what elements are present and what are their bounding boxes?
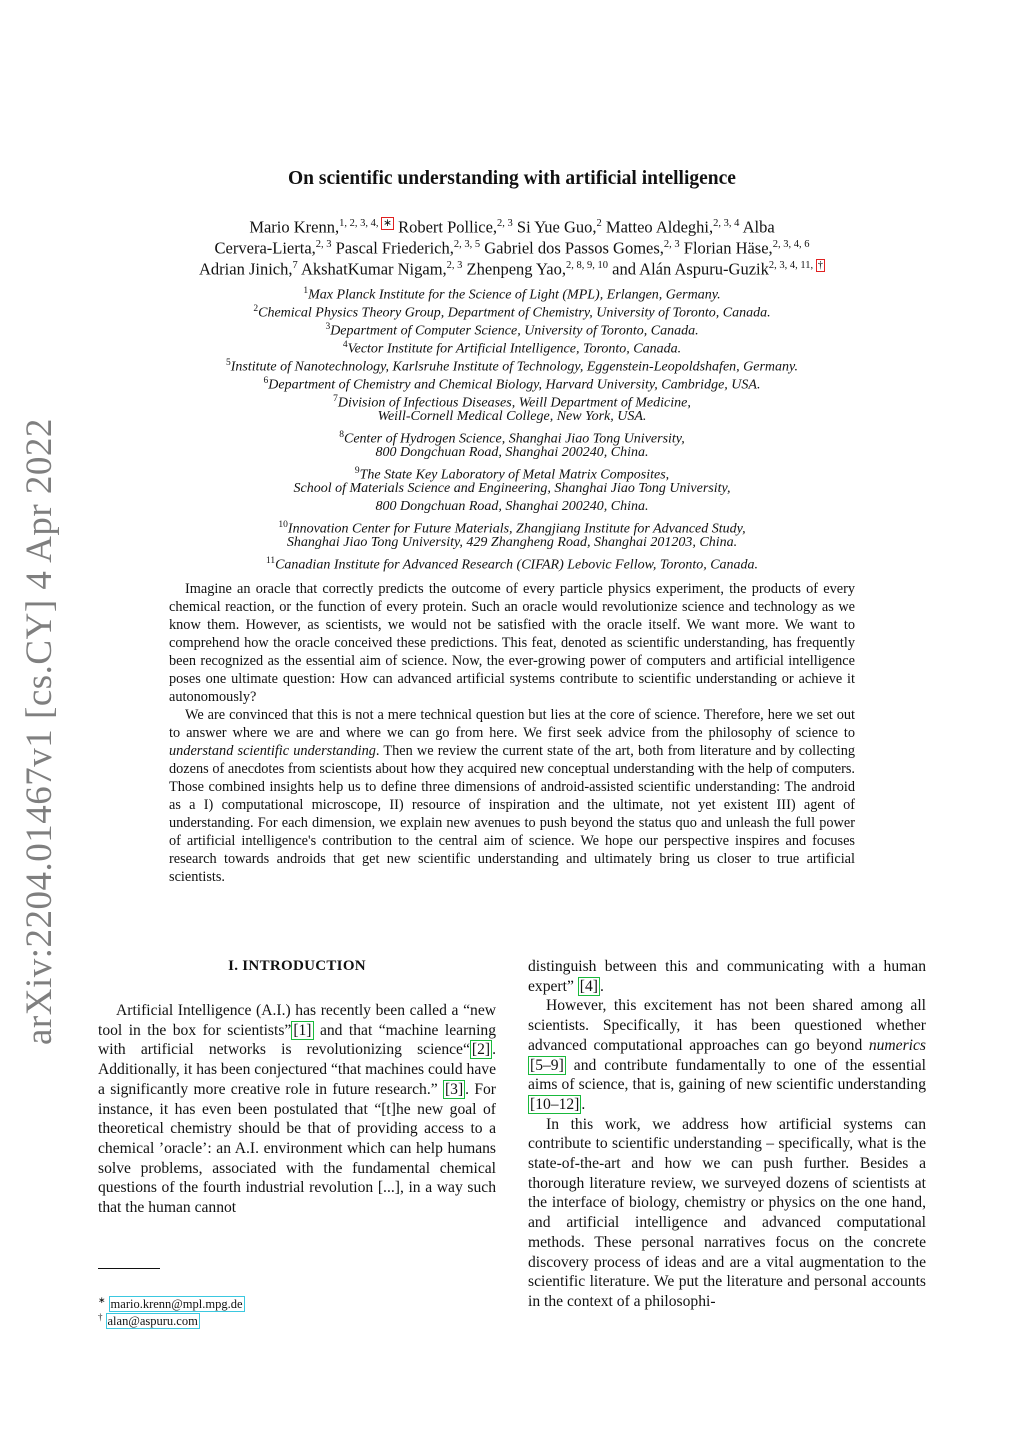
footnote-link-dagger[interactable]: † — [817, 260, 823, 271]
affiliation-line: $^8$Center of Hydrogen Science, Shanghai Jiao Tong University, — [339, 430, 685, 447]
intro-paragraph-1: Artificial Intelligence (A.I.) has recently been called a “new tool in the box for scientists” [1] and that “machine learning with artificial networks is revolutionizing science“ [2] . Additionally, it has been conjectured “that machines could have a significantly more creative role in future research.” [3] . For instance, it has even been postulated that “[t]he new goal of theoretical chemistry should be that of providing access to a chemical ’oracle’: an A.I. environment which can help humans solve problems, associated with the fundamental chemical questions of the fourth industrial revolution [...], in a way such that the human cannot — [98, 1002, 496, 1217]
affiliation-line: $^9$The State Key Laboratory of Metal Matrix Composites, — [354, 466, 670, 483]
author-line-3: Adrian Jinich,$^7$ AkshatKumar Nigam,$^{2, 3}$ Zhenpeng Yao,$^{2, 8, 9, 10}$ and Alán Aspuru-Guzik$^{2, 3, 4, 11,}$ † — [199, 259, 823, 279]
left-column — [98, 1001, 496, 1218]
citation-link[interactable]: [1] — [293, 1021, 312, 1039]
abstract — [169, 580, 855, 886]
affiliation-line: $^5$Institute of Nanotechnology, Karlsruhe Institute of Technology, Eggenstein-Leopoldshafen, Germany. — [226, 358, 798, 375]
affiliation-line: $^3$Department of Computer Science, University of Toronto, Canada. — [325, 322, 699, 339]
affiliation-line: $^6$Department of Chemistry and Chemical Biology, Harvard University, Cambridge, USA. — [263, 376, 761, 393]
affiliation-line: $^7$Division of Infectious Diseases, Weill Department of Medicine, — [333, 394, 691, 411]
right-column — [528, 957, 926, 1312]
abstract-paragraph-1: Imagine an oracle that correctly predicts the outcome of every particle physics experiment, the products of every chemical reaction, or the function of every protein. Such an oracle would revolutionize science and technology as we know them. However, as scientists, we would not be satisfied with the oracle itself. We want more. We want to comprehend how the oracle conceived these predictions. This feat, denoted as scientific understanding, has frequently been recognized as the essential aim of science. Now, the ever-growing power of computers and artificial intelligence poses one ultimate question: How can advanced artificial systems contribute to scientific understanding or achieve it autonomously? — [169, 581, 855, 705]
author-line-1: Mario Krenn,$^{1, 2, 3, 4,}$ ∗ Robert Pollice,$^{2, 3}$ Si Yue Guo,$^2$ Matteo Aldeghi,$^{2, 3, 4}$ Alba — [249, 217, 775, 237]
affiliation-line: $^1$Max Planck Institute for the Science of Light (MPL), Erlangen, Germany. — [303, 286, 721, 303]
intro-paragraph-3: In this work, we address how artificial systems can contribute to scientific understanding – specifically, what is the state-of-the-art and how we can push further. Besides a thorough literature review, we surveyed dozens of scientists at the interface of biology, chemistry or physics on the one hand, and artificial intelligence and advanced computational methods. These personal narratives focus on the concrete discovery process of ideas and are a vital augmentation to the scientific literature. We put the literature and personal accounts in the context of a philosophi- — [528, 1115, 926, 1310]
affiliation-line: 800 Dongchuan Road, Shanghai 200240, China. — [375, 499, 649, 514]
footnote-divider — [98, 1268, 160, 1269]
section-heading-introduction: I. INTRODUCTION — [228, 958, 366, 974]
abstract-paragraph-2: We are convinced that this is not a mere technical question but lies at the core of science. Therefore, here we set out to answer where we are and where we can go from here. We first seek advice from the philosophy of science to understand scientific understanding. Then we review the current state of the art, both from literature and by collecting dozens of anecdotes from scientists about how they acquired new conceptual understanding with the help of computers. Those combined insights help us to define three dimensions of android-assisted scientific understanding: The android as a I) computational microscope, II) resource of inspiration and the ultimate, not yet existent III) agent of understanding. For each dimension, we explain new avenues to push beyond the status quo and unleash the full power of artificial intelligence's contribution to the central aim of science. We hope our perspective inspires and focuses research towards androids that get new scientific understanding and ultimately bring us closer to true artificial scientists. — [169, 707, 855, 885]
author-line-2: Cervera-Lierta,$^{2, 3}$ Pascal Friederich,$^{2, 3, 5}$ Gabriel dos Passos Gomes,$^{2, 3}$ Florian Häse,$^{2, 3, 4, 6}$ — [214, 238, 810, 258]
arxiv-identifier-stamp: arXiv:2204.01467v1 [cs.CY] 4 Apr 2022 — [19, 418, 60, 1045]
footnote-link-star[interactable]: ∗ — [383, 218, 392, 229]
citation-link[interactable]: [4] — [579, 977, 598, 995]
affiliation-line: $^{10}$Innovation Center for Future Materials, Zhangjiang Institute for Advanced Study, — [278, 520, 746, 537]
citation-link[interactable]: [10–12] — [530, 1095, 580, 1113]
intro-paragraph-continued: distinguish between this and communicating with a human expert” [4] . — [528, 958, 926, 995]
citation-link[interactable]: [3] — [444, 1080, 464, 1098]
affiliation-line: Shanghai Jiao Tong University, 429 Zhangheng Road, Shanghai 201203, China. — [286, 535, 738, 550]
citation-link[interactable]: [2] — [471, 1041, 491, 1059]
email-link[interactable]: alan@aspuru.com — [107, 1314, 198, 1329]
intro-paragraph-2: However, this excitement has not been shared among all scientists. Specifically, it has been questioned whether advanced computational approaches can go beyond numerics [5–9] and contribute fundamentally to one of the essential aims of science, that is, gaining of new scientific understanding [10–12] . — [528, 997, 926, 1113]
affiliation-line: School of Materials Science and Engineering, Shanghai Jiao Tong University, — [293, 481, 731, 496]
affiliation-line: 800 Dongchuan Road, Shanghai 200240, China. — [375, 445, 649, 460]
footnote-2: † alan@aspuru.com — [98, 1312, 198, 1329]
affiliation-line: $^2$Chemical Physics Theory Group, Department of Chemistry, University of Toronto, Canada. — [253, 304, 771, 321]
affiliation-line: Weill-Cornell Medical College, New York, USA. — [377, 409, 647, 424]
email-link[interactable]: mario.krenn@mpl.mpg.de — [110, 1297, 243, 1312]
citation-link[interactable]: [5–9] — [530, 1056, 564, 1074]
footnote-1: ∗ mario.krenn@mpl.mpg.de — [98, 1295, 243, 1312]
affiliation-line: $^{11}$Canadian Institute for Advanced Research (CIFAR) Lebovic Fellow, Toronto, Canada. — [265, 556, 759, 573]
affiliation-line: $^4$Vector Institute for Artificial Intelligence, Toronto, Canada. — [342, 340, 682, 357]
paper-title: On scientific understanding with artificial intelligence — [288, 168, 736, 189]
